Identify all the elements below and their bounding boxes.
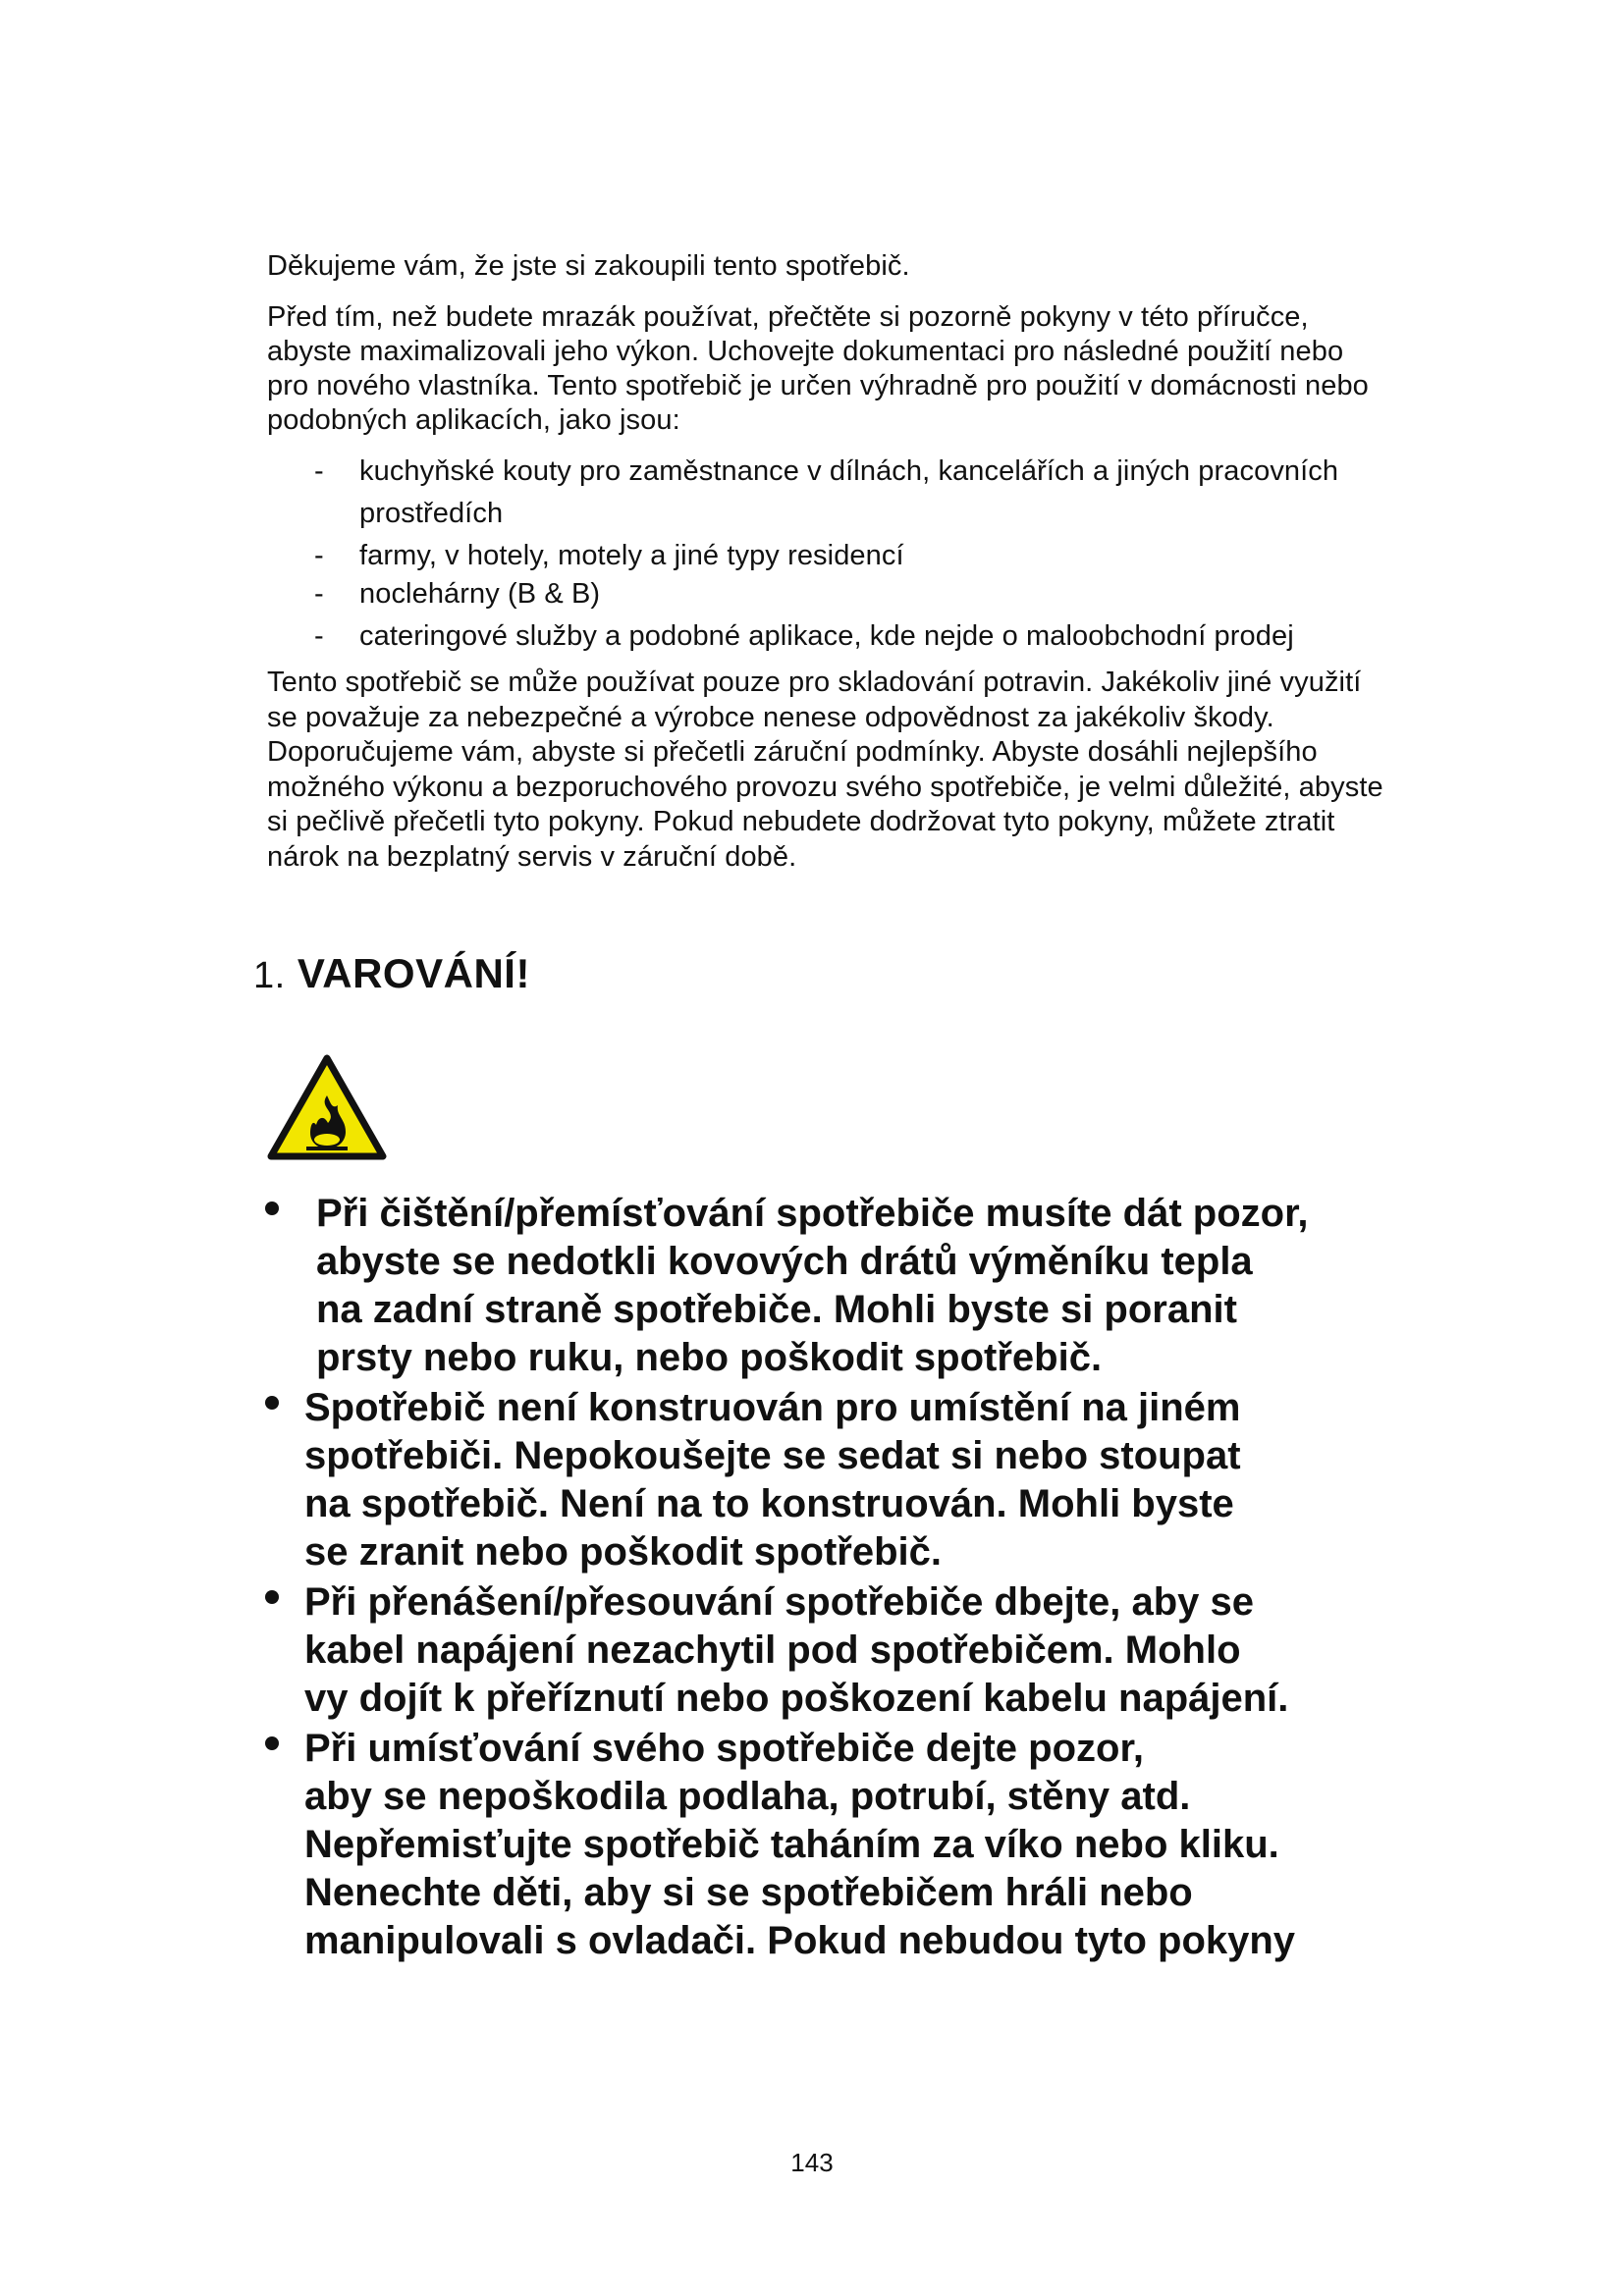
usage-item-text: - cateringové služby a podobné aplikace, kde nejde o maloobchodní prodej bbox=[359, 620, 1294, 652]
list-item bbox=[267, 535, 1386, 577]
warning-item bbox=[265, 1725, 1404, 1965]
flammable-warning-icon bbox=[267, 1054, 387, 1160]
list-item bbox=[267, 451, 1386, 535]
warning-text: Při přenášení/přesouvání spotřebiče dbejte, aby se kabel napájení nezachytil pod spotřebičem. Mohlo vy dojít k přeříznutí nebo poškození kabelu napájení. bbox=[304, 1580, 1289, 1720]
warning-item bbox=[265, 1384, 1404, 1576]
thanks-sentence: Děkujeme vám, že jste si zakoupili tento spotřebič. bbox=[267, 250, 910, 282]
intro-paragraph: Před tím, než budete mrazák používat, přečtěte si pozorně pokyny v této příručce, abyste maximalizovali jeho výkon. Uchovejte dokumentaci pro následné použití nebo pro nového vlastníka. Tento spotřebič je určen výhradně pro použití v domácnosti nebo podobných aplikacích, jako jsou: bbox=[267, 301, 1369, 436]
warning-text: Spotřebič není konstruován pro umístění na jiném spotřebiči. Nepokoušejte se sedat si nebo stoupat na spotřebič. Není na to konstruován. Mohli byste se zranit nebo poškodit spotřebič. bbox=[304, 1386, 1241, 1574]
section-title: VAROVÁNÍ! bbox=[297, 950, 530, 996]
warning-text: Při čištění/přemísťování spotřebiče musíte dát pozor, abyste se nedotkli kovových drátů výměníku tepla na zadní straně spotřebiče. Mohli byste si poranit prsty nebo ruku, nebo poškodit spotřebič. bbox=[316, 1192, 1309, 1379]
warning-item bbox=[265, 1190, 1404, 1382]
intro-section bbox=[267, 249, 1386, 875]
bullet-icon bbox=[265, 1201, 279, 1215]
closing-paragraph: Tento spotřebič se může používat pouze pro skladování potravin. Jakékoliv jiné využití se považuje za nebezpečné a výrobce nenese odpovědnost za jakékoliv škody. Doporučujeme vám, abyste si přečetli záruční podmínky. Abyste dosáhli nejlepšího možného výkonu a bezporuchového provozu svého spotřebiče, je velmi důležité, abyste si pečlivě přečetli tyto pokyny. Pokud nebudete dodržovat tyto pokyny, můžete ztratit nárok na bezplatný servis v záruční době. bbox=[267, 667, 1383, 873]
page-number: 143 bbox=[790, 2148, 834, 2177]
bullet-icon bbox=[265, 1590, 279, 1604]
usage-list bbox=[267, 451, 1386, 658]
warnings-list bbox=[265, 1190, 1404, 1967]
bullet-icon bbox=[265, 1396, 279, 1410]
section-number: 1. bbox=[253, 955, 286, 996]
usage-item-text: - noclehárny (B & B) bbox=[359, 578, 601, 610]
section-heading bbox=[253, 950, 530, 997]
list-item bbox=[267, 615, 1386, 658]
usage-item-text: - farmy, v hotely, motely a jiné typy residencí bbox=[359, 540, 904, 571]
warning-text: Při umísťování svého spotřebiče dejte pozor, aby se nepoškodila podlaha, potrubí, stěny atd. Nepřemisťujte spotřebič taháním za víko nebo kliku. Nenechte děti, aby si se spotřebičem hráli nebo manipulovali s ovladači. Pokud nebudou tyto pokyny bbox=[304, 1727, 1296, 1962]
usage-item-text: - kuchyňské kouty pro zaměstnance v dílnách, kancelářích a jiných pracovních prostředích bbox=[359, 455, 1339, 529]
warning-item bbox=[265, 1578, 1404, 1723]
bullet-icon bbox=[265, 1736, 279, 1750]
list-item bbox=[267, 573, 1386, 615]
